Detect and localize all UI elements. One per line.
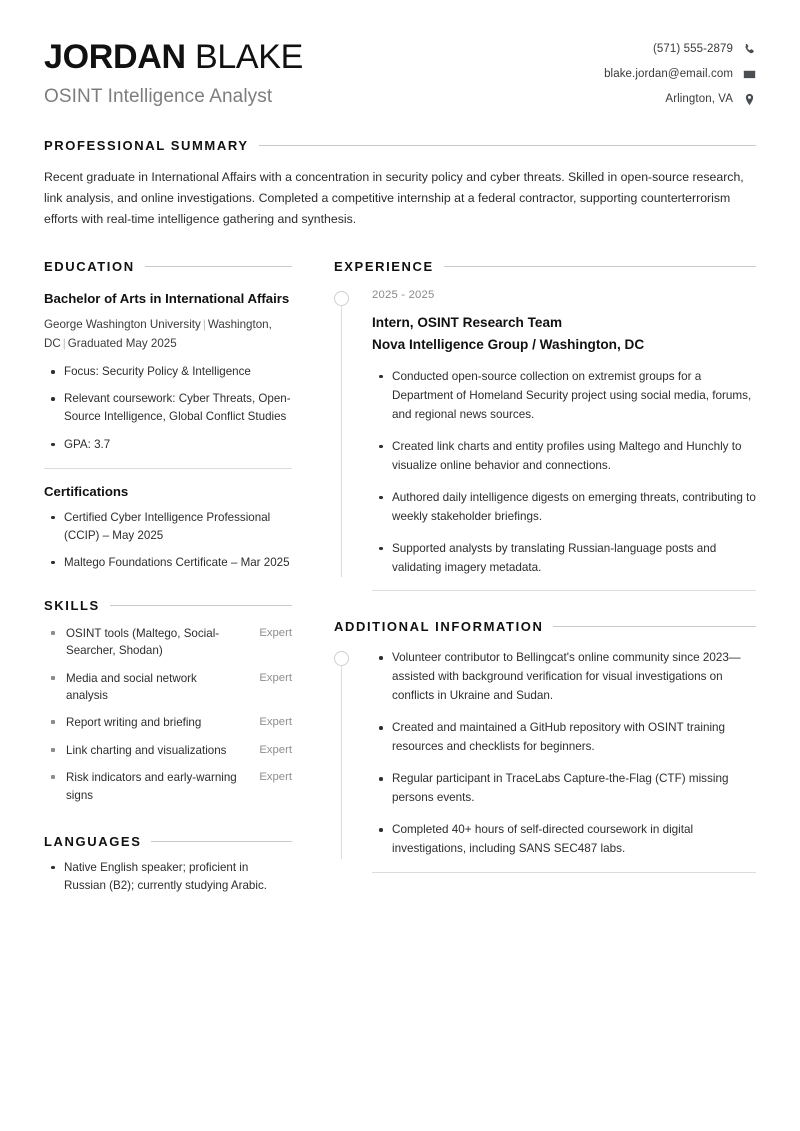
list-item: [44, 742, 292, 759]
certifications-section: [44, 484, 292, 572]
section-divider: [44, 468, 292, 469]
experience-company: Nova Intelligence Group / Washington, DC: [372, 337, 645, 353]
list-item: Completed 40+ hours of self-directed coursework in digital investigations, including SANS SEC487 labs.: [372, 821, 756, 859]
heading-rule: [145, 266, 292, 267]
timeline-line: [341, 666, 342, 859]
skill-name: OSINT tools (Maltego, Social-Searcher, Shodan): [66, 626, 220, 658]
section-label: EDUCATION: [44, 258, 135, 274]
list-item: Volunteer contributor to Bellingcat's online community since 2023—assisted with background verification for visual investigations on conflicts in Ukraine and Sudan.: [372, 649, 756, 706]
education-graduation: Graduated May 2025: [67, 336, 177, 350]
skill-level: Expert: [259, 716, 292, 729]
heading-rule: [110, 605, 292, 606]
skill-name: Risk indicators and early-warning signs: [66, 771, 237, 802]
email-icon: [742, 67, 756, 81]
contact-phone: [604, 42, 756, 56]
left-column: [44, 259, 292, 905]
languages-section: [44, 834, 292, 895]
phone-icon: [742, 42, 756, 56]
experience-bullets: [372, 368, 756, 578]
additional-entry: [334, 649, 756, 859]
heading-rule: [444, 266, 756, 267]
name-block: [44, 34, 303, 108]
contact-phone-text: (571) 555-2879: [652, 43, 733, 55]
skill-name: Link charting and visualizations: [66, 743, 227, 757]
section-label: LANGUAGES: [44, 833, 142, 849]
languages-list: [44, 859, 292, 895]
experience-heading: [334, 259, 756, 274]
list-item: Maltego Foundations Certificate – Mar 2025: [44, 554, 292, 572]
list-item: Created link charts and entity profiles using Maltego and Hunchly to visualize online behavior and connections.: [372, 438, 756, 476]
skills-list: [44, 625, 292, 804]
experience-dates: 2025 - 2025: [372, 288, 435, 301]
heading-rule: [259, 145, 756, 146]
certifications-heading: Certifications: [44, 483, 129, 499]
list-item: Authored daily intelligence digests on emerging threats, contributing to weekly stakeholder briefings.: [372, 489, 756, 527]
education-degree: Bachelor of Arts in International Affairs: [44, 290, 290, 306]
professional-summary-heading: [44, 138, 756, 153]
list-item: [44, 714, 292, 731]
languages-heading: [44, 834, 292, 849]
skills-section: [44, 598, 292, 804]
meta-separator: |: [62, 336, 66, 350]
education-school: George Washington University: [44, 317, 201, 331]
education-meta: [44, 316, 292, 354]
section-label: SKILLS: [44, 597, 100, 613]
education-heading: [44, 259, 292, 274]
section-label: ADDITIONAL INFORMATION: [334, 619, 544, 635]
section-divider: [372, 590, 756, 591]
resume-header: [44, 34, 756, 108]
skill-level: Expert: [259, 671, 292, 684]
timeline-line: [341, 306, 342, 578]
skill-level: Expert: [259, 771, 292, 784]
meta-separator: |: [202, 317, 206, 331]
section-divider: [372, 872, 756, 873]
list-item: [44, 769, 292, 804]
list-item: Created and maintained a GitHub repository with OSINT training resources and checklists for beginners.: [372, 719, 756, 757]
list-item: [44, 625, 292, 660]
skills-heading: [44, 598, 292, 613]
list-item: Focus: Security Policy & Intelligence: [44, 363, 292, 381]
list-item: Native English speaker; proficient in Russian (B2); currently studying Arabic.: [44, 859, 292, 895]
contact-email-text: blake.jordan@email.com: [604, 68, 733, 80]
additional-information-heading: [334, 619, 756, 634]
list-item: Relevant coursework: Cyber Threats, Open-Source Intelligence, Global Conflict Studies: [44, 390, 292, 426]
education-location: Washington, DC: [44, 317, 272, 350]
contact-location: [604, 92, 756, 106]
heading-rule: [151, 841, 292, 842]
education-section: [44, 259, 292, 469]
location-pin-icon: [742, 92, 756, 106]
right-column: [334, 259, 756, 874]
timeline-marker-icon: [334, 651, 349, 666]
last-name: BLAKE: [194, 38, 304, 76]
job-title: OSINT Intelligence Analyst: [44, 86, 273, 108]
section-label: EXPERIENCE: [334, 258, 434, 274]
skill-name: Report writing and briefing: [66, 716, 202, 730]
experience-entry: [334, 289, 756, 578]
list-item: Supported analysts by translating Russian-language posts and validating imagery metadata.: [372, 540, 756, 578]
certifications-list: [44, 509, 292, 572]
list-item: Certified Cyber Intelligence Professional (CCIP) – May 2025: [44, 509, 292, 545]
section-label: PROFESSIONAL SUMMARY: [44, 138, 249, 154]
list-item: GPA: 3.7: [44, 436, 292, 454]
list-item: Conducted open-source collection on extremist groups for a Department of Homeland Security project using social media, forums, and regional news sources.: [372, 368, 756, 425]
skill-name: Media and social network analysis: [66, 671, 197, 702]
content-columns: [44, 259, 756, 905]
timeline-marker-icon: [334, 291, 349, 306]
skill-level: Expert: [259, 626, 292, 639]
experience-section: [334, 259, 756, 592]
experience-role: Intern, OSINT Research Team: [372, 314, 563, 330]
skill-level: Expert: [259, 743, 292, 756]
contact-location-text: Arlington, VA: [665, 93, 733, 105]
heading-rule: [553, 626, 756, 627]
professional-summary-text: Recent graduate in International Affairs with a concentration in security policy and cyber threats. Skilled in open-source research, link analysis, and online investigations. Completed a competitive internship at a federal contractor, supporting counterterrorism efforts with real-time intelligence gathering and synthesis.: [44, 170, 744, 227]
list-item: Regular participant in TraceLabs Capture-the-Flag (CTF) missing persons events.: [372, 770, 756, 808]
additional-bullets: [372, 649, 756, 859]
contact-list: [604, 34, 756, 106]
page-title: [44, 38, 303, 76]
education-bullets: [44, 363, 292, 453]
first-name: JORDAN: [44, 38, 186, 76]
professional-summary-section: [44, 138, 756, 230]
contact-email: [604, 67, 756, 81]
additional-information-section: [334, 619, 756, 873]
list-item: [44, 670, 292, 705]
